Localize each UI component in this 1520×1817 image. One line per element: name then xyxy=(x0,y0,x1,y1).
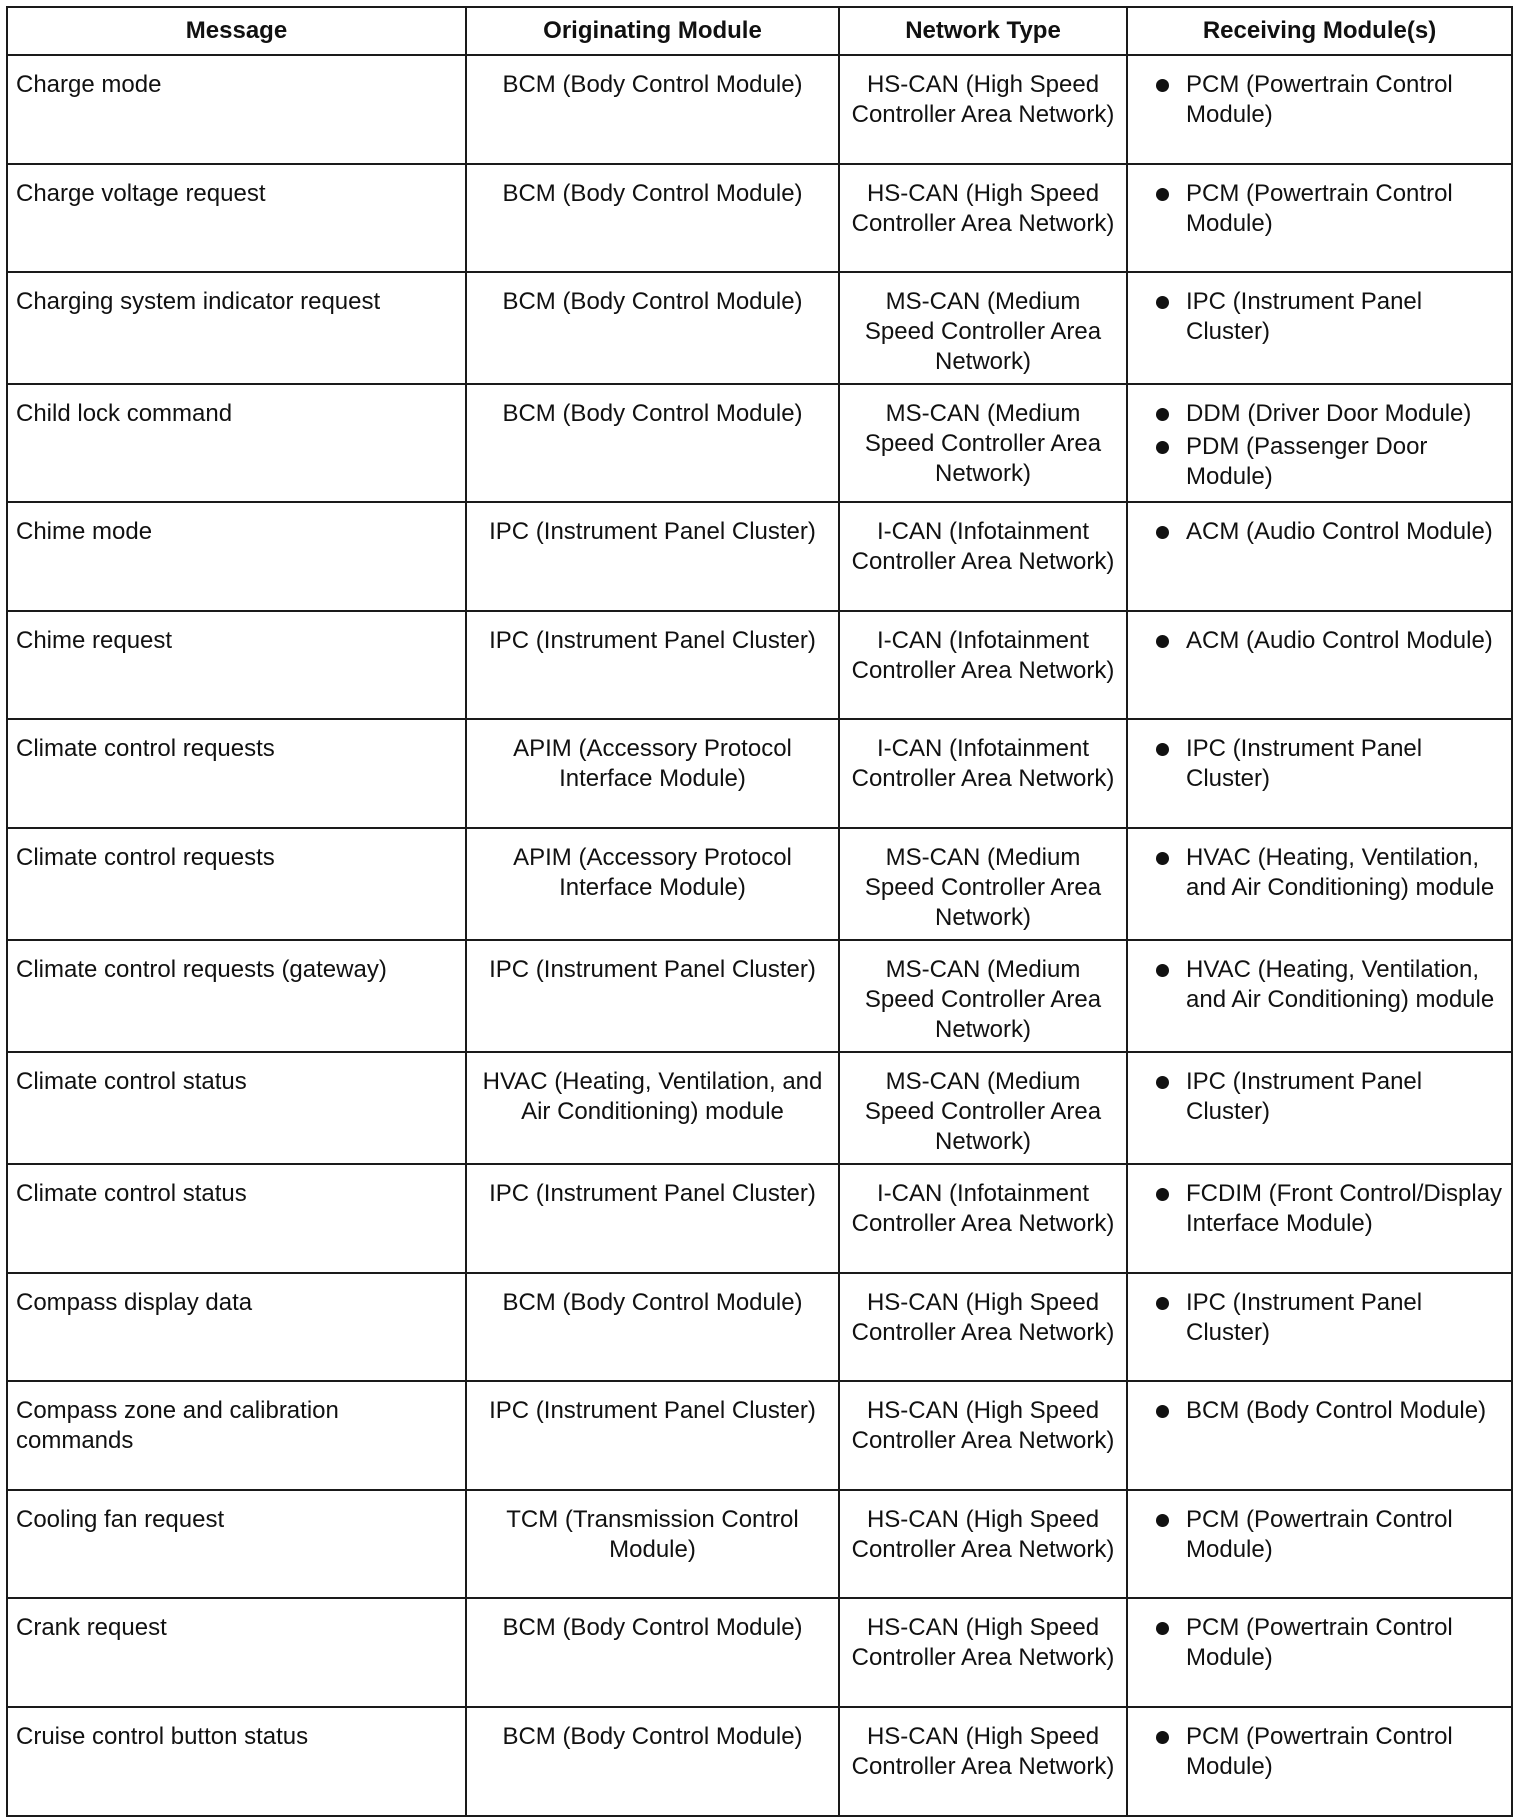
receiving-module-label: PCM (Powertrain Control Module) xyxy=(1186,1722,1453,1780)
receiving-module-label: BCM (Body Control Module) xyxy=(1186,1397,1487,1425)
message-cell: Climate control requests xyxy=(7,719,466,828)
network-type-cell: I-CAN (Infotainment Controller Area Network) xyxy=(839,719,1127,828)
receiving-modules-cell xyxy=(1127,1164,1512,1273)
receiving-module-list xyxy=(1138,955,1503,1015)
receiving-modules-cell xyxy=(1127,1052,1512,1164)
receiving-module-label: DDM (Driver Door Module) xyxy=(1186,400,1472,428)
receiving-module-label: PCM (Powertrain Control Module) xyxy=(1186,1505,1453,1563)
originating-module-cell: BCM (Body Control Module) xyxy=(466,272,839,384)
message-cell: Cooling fan request xyxy=(7,1490,466,1599)
header-row xyxy=(7,7,1512,55)
receiving-module-list xyxy=(1138,70,1503,130)
receiving-module-list xyxy=(1138,843,1503,903)
bullet-icon xyxy=(1156,1188,1169,1201)
table-row xyxy=(7,1707,1512,1816)
receiving-module-label: HVAC (Heating, Ventilation, and Air Conditioning) module xyxy=(1186,955,1495,1013)
network-type-cell: I-CAN (Infotainment Controller Area Network) xyxy=(839,1164,1127,1273)
network-type-cell: HS-CAN (High Speed Controller Area Network) xyxy=(839,164,1127,273)
bullet-icon xyxy=(1156,441,1169,454)
message-cell: Charge voltage request xyxy=(7,164,466,273)
originating-module-cell: BCM (Body Control Module) xyxy=(466,1273,839,1382)
receiving-module-list xyxy=(1138,1722,1503,1782)
receiving-modules-cell xyxy=(1127,1707,1512,1816)
message-table-container xyxy=(6,6,1511,1817)
table-row xyxy=(7,1381,1512,1490)
network-type-cell: MS-CAN (Medium Speed Controller Area Network) xyxy=(839,384,1127,502)
receiving-module-label: FCDIM (Front Control/Display Interface Module) xyxy=(1186,1179,1503,1237)
receiving-module-item xyxy=(1138,955,1503,1015)
receiving-modules-cell xyxy=(1127,719,1512,828)
originating-module-cell: BCM (Body Control Module) xyxy=(466,55,839,164)
message-cell: Climate control requests (gateway) xyxy=(7,940,466,1052)
originating-module-cell: APIM (Accessory Protocol Interface Module) xyxy=(466,828,839,940)
table-row xyxy=(7,1598,1512,1707)
network-type-cell: MS-CAN (Medium Speed Controller Area Network) xyxy=(839,828,1127,940)
message-cell: Crank request xyxy=(7,1598,466,1707)
bullet-icon xyxy=(1156,743,1169,756)
receiving-module-item xyxy=(1138,734,1503,794)
receiving-module-label: PCM (Powertrain Control Module) xyxy=(1186,1614,1453,1672)
originating-module-cell: BCM (Body Control Module) xyxy=(466,384,839,502)
bullet-icon xyxy=(1156,1076,1169,1089)
network-type-cell: HS-CAN (High Speed Controller Area Network) xyxy=(839,1273,1127,1382)
message-cell: Charging system indicator request xyxy=(7,272,466,384)
receiving-module-list xyxy=(1138,1396,1503,1426)
bullet-icon xyxy=(1156,526,1169,539)
receiving-module-item xyxy=(1138,399,1503,429)
bullet-icon xyxy=(1156,635,1169,648)
receiving-modules-cell xyxy=(1127,1273,1512,1382)
bullet-icon xyxy=(1156,1622,1169,1635)
receiving-module-list xyxy=(1138,626,1503,656)
table-row xyxy=(7,940,1512,1052)
message-cell: Charge mode xyxy=(7,55,466,164)
receiving-module-item xyxy=(1138,626,1503,656)
header-originating-module: Originating Module xyxy=(466,7,839,55)
bullet-icon xyxy=(1156,408,1169,421)
originating-module-cell: IPC (Instrument Panel Cluster) xyxy=(466,1164,839,1273)
message-table xyxy=(6,6,1513,1817)
receiving-modules-cell xyxy=(1127,611,1512,720)
receiving-module-item xyxy=(1138,517,1503,547)
network-type-cell: I-CAN (Infotainment Controller Area Network) xyxy=(839,611,1127,720)
table-row xyxy=(7,1490,1512,1599)
table-body xyxy=(7,55,1512,1816)
receiving-modules-cell xyxy=(1127,384,1512,502)
receiving-modules-cell xyxy=(1127,940,1512,1052)
message-cell: Child lock command xyxy=(7,384,466,502)
message-cell: Climate control status xyxy=(7,1052,466,1164)
receiving-module-item xyxy=(1138,843,1503,903)
originating-module-cell: BCM (Body Control Module) xyxy=(466,1598,839,1707)
message-cell: Climate control requests xyxy=(7,828,466,940)
receiving-module-item xyxy=(1138,1179,1503,1239)
table-row xyxy=(7,611,1512,720)
receiving-module-list xyxy=(1138,1067,1503,1127)
table-row xyxy=(7,1273,1512,1382)
table-row xyxy=(7,502,1512,611)
receiving-module-label: ACM (Audio Control Module) xyxy=(1186,518,1493,546)
receiving-module-label: ACM (Audio Control Module) xyxy=(1186,626,1493,654)
table-row xyxy=(7,828,1512,940)
message-cell: Cruise control button status xyxy=(7,1707,466,1816)
originating-module-cell: TCM (Transmission Control Module) xyxy=(466,1490,839,1599)
network-type-cell: HS-CAN (High Speed Controller Area Network) xyxy=(839,1707,1127,1816)
receiving-modules-cell xyxy=(1127,1381,1512,1490)
network-type-cell: HS-CAN (High Speed Controller Area Network) xyxy=(839,55,1127,164)
table-row xyxy=(7,272,1512,384)
receiving-module-list xyxy=(1138,1288,1503,1348)
network-type-cell: MS-CAN (Medium Speed Controller Area Network) xyxy=(839,272,1127,384)
receiving-module-item xyxy=(1138,1067,1503,1127)
table-row xyxy=(7,1164,1512,1273)
originating-module-cell: HVAC (Heating, Ventilation, and Air Conditioning) module xyxy=(466,1052,839,1164)
originating-module-cell: BCM (Body Control Module) xyxy=(466,1707,839,1816)
bullet-icon xyxy=(1156,1514,1169,1527)
table-row xyxy=(7,719,1512,828)
receiving-module-label: PCM (Powertrain Control Module) xyxy=(1186,71,1453,128)
receiving-module-list xyxy=(1138,399,1503,492)
receiving-module-list xyxy=(1138,1505,1503,1565)
table-row xyxy=(7,1052,1512,1164)
originating-module-cell: IPC (Instrument Panel Cluster) xyxy=(466,502,839,611)
message-cell: Chime request xyxy=(7,611,466,720)
receiving-module-list xyxy=(1138,287,1503,347)
table-row xyxy=(7,384,1512,502)
receiving-module-label: IPC (Instrument Panel Cluster) xyxy=(1186,1067,1423,1125)
network-type-cell: I-CAN (Infotainment Controller Area Network) xyxy=(839,502,1127,611)
receiving-module-label: HVAC (Heating, Ventilation, and Air Conditioning) module xyxy=(1186,843,1495,901)
receiving-modules-cell xyxy=(1127,272,1512,384)
receiving-module-label: IPC (Instrument Panel Cluster) xyxy=(1186,288,1423,346)
receiving-module-label: IPC (Instrument Panel Cluster) xyxy=(1186,735,1423,793)
receiving-module-item xyxy=(1138,287,1503,347)
receiving-module-item xyxy=(1138,1505,1503,1565)
network-type-cell: HS-CAN (High Speed Controller Area Network) xyxy=(839,1490,1127,1599)
receiving-module-list xyxy=(1138,1179,1503,1239)
originating-module-cell: BCM (Body Control Module) xyxy=(466,164,839,273)
receiving-modules-cell xyxy=(1127,55,1512,164)
bullet-icon xyxy=(1156,79,1169,92)
originating-module-cell: APIM (Accessory Protocol Interface Module) xyxy=(466,719,839,828)
receiving-module-item xyxy=(1138,70,1503,130)
network-type-cell: HS-CAN (High Speed Controller Area Network) xyxy=(839,1598,1127,1707)
bullet-icon xyxy=(1156,296,1169,309)
receiving-module-list xyxy=(1138,179,1503,239)
receiving-module-item xyxy=(1138,1396,1503,1426)
receiving-modules-cell xyxy=(1127,1490,1512,1599)
message-cell: Chime mode xyxy=(7,502,466,611)
originating-module-cell: IPC (Instrument Panel Cluster) xyxy=(466,940,839,1052)
receiving-modules-cell xyxy=(1127,502,1512,611)
originating-module-cell: IPC (Instrument Panel Cluster) xyxy=(466,1381,839,1490)
receiving-module-list xyxy=(1138,517,1503,547)
message-cell: Compass display data xyxy=(7,1273,466,1382)
receiving-module-item xyxy=(1138,432,1503,492)
message-cell: Compass zone and calibration commands xyxy=(7,1381,466,1490)
bullet-icon xyxy=(1156,1405,1169,1418)
network-type-cell: MS-CAN (Medium Speed Controller Area Network) xyxy=(839,940,1127,1052)
network-type-cell: HS-CAN (High Speed Controller Area Network) xyxy=(839,1381,1127,1490)
receiving-modules-cell xyxy=(1127,164,1512,273)
receiving-module-label: PCM (Powertrain Control Module) xyxy=(1186,179,1453,237)
receiving-module-list xyxy=(1138,1613,1503,1673)
receiving-module-item xyxy=(1138,1288,1503,1348)
header-message: Message xyxy=(7,7,466,55)
receiving-module-item xyxy=(1138,179,1503,239)
receiving-module-item xyxy=(1138,1722,1503,1782)
bullet-icon xyxy=(1156,1731,1169,1744)
receiving-module-list xyxy=(1138,734,1503,794)
network-type-cell: MS-CAN (Medium Speed Controller Area Network) xyxy=(839,1052,1127,1164)
table-row xyxy=(7,164,1512,273)
table-row xyxy=(7,55,1512,164)
bullet-icon xyxy=(1156,852,1169,865)
bullet-icon xyxy=(1156,964,1169,977)
originating-module-cell: IPC (Instrument Panel Cluster) xyxy=(466,611,839,720)
bullet-icon xyxy=(1156,188,1169,201)
message-cell: Climate control status xyxy=(7,1164,466,1273)
bullet-icon xyxy=(1156,1297,1169,1310)
receiving-module-label: PDM (Passenger Door Module) xyxy=(1186,433,1428,491)
receiving-modules-cell xyxy=(1127,1598,1512,1707)
receiving-modules-cell xyxy=(1127,828,1512,940)
receiving-module-label: IPC (Instrument Panel Cluster) xyxy=(1186,1288,1423,1346)
header-receiving-modules: Receiving Module(s) xyxy=(1127,7,1512,55)
header-network-type: Network Type xyxy=(839,7,1127,55)
receiving-module-item xyxy=(1138,1613,1503,1673)
